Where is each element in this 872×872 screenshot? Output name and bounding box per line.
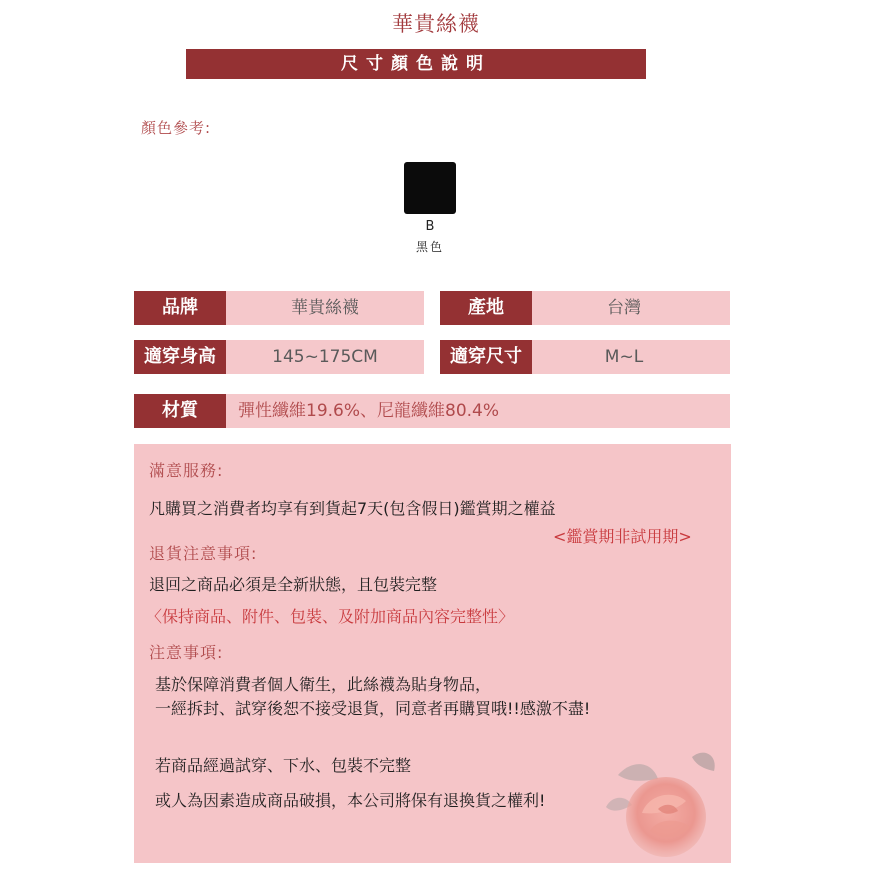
return-title: 退貨注意事項: [149, 544, 258, 563]
spec-value-origin: 台灣 [607, 298, 641, 318]
spec-label-material: 材質 [134, 394, 226, 428]
caution-line-4: 或人為因素造成商品破損，本公司將保有退換貨之權利! [155, 791, 546, 810]
swatch-name: 黑色 [415, 240, 444, 254]
spec-value-size: M~L [604, 347, 644, 367]
spec-value-height: 145~175CM [272, 347, 378, 367]
satisfaction-title: 滿意服務: [149, 461, 224, 480]
spec-label-height: 適穿身高 [134, 340, 226, 374]
caution-line-1: 基於保障消費者個人衛生，此絲襪為貼身物品， [155, 675, 492, 694]
satisfaction-text: 凡購買之消費者均享有到貨起7天(包含假日)鑑賞期之權益 [149, 499, 556, 518]
spec-value-brand: 華貴絲襪 [291, 298, 359, 318]
caution-line-3: 若商品經過試穿、下水、包裝不完整 [155, 756, 412, 775]
satisfaction-note: <鑑賞期非試用期> [553, 527, 692, 546]
rose-decoration [600, 735, 730, 863]
return-note: 〈保持商品、附件、包裝、及附加商品內容完整性〉 [146, 607, 515, 626]
color-swatch-black [404, 162, 456, 214]
spec-label-brand: 品牌 [134, 291, 226, 325]
return-text: 退回之商品必須是全新狀態，且包裝完整 [149, 575, 438, 594]
brand-title: 華貴絲襪 [392, 12, 480, 36]
spec-label-size: 適穿尺寸 [440, 340, 532, 374]
caution-line-2: 一經拆封、試穿後恕不接受退貨，同意者再購買哦!!感激不盡! [155, 699, 591, 718]
spec-value-material: 彈性纖維19.6%、尼龍纖維80.4% [238, 401, 500, 421]
spec-label-origin: 產地 [440, 291, 532, 325]
section-banner: 尺寸顏色說明 [186, 49, 646, 79]
caution-title: 注意事項: [149, 643, 224, 662]
color-reference-label: 顏色參考: [141, 119, 212, 137]
swatch-code: B [425, 219, 435, 234]
